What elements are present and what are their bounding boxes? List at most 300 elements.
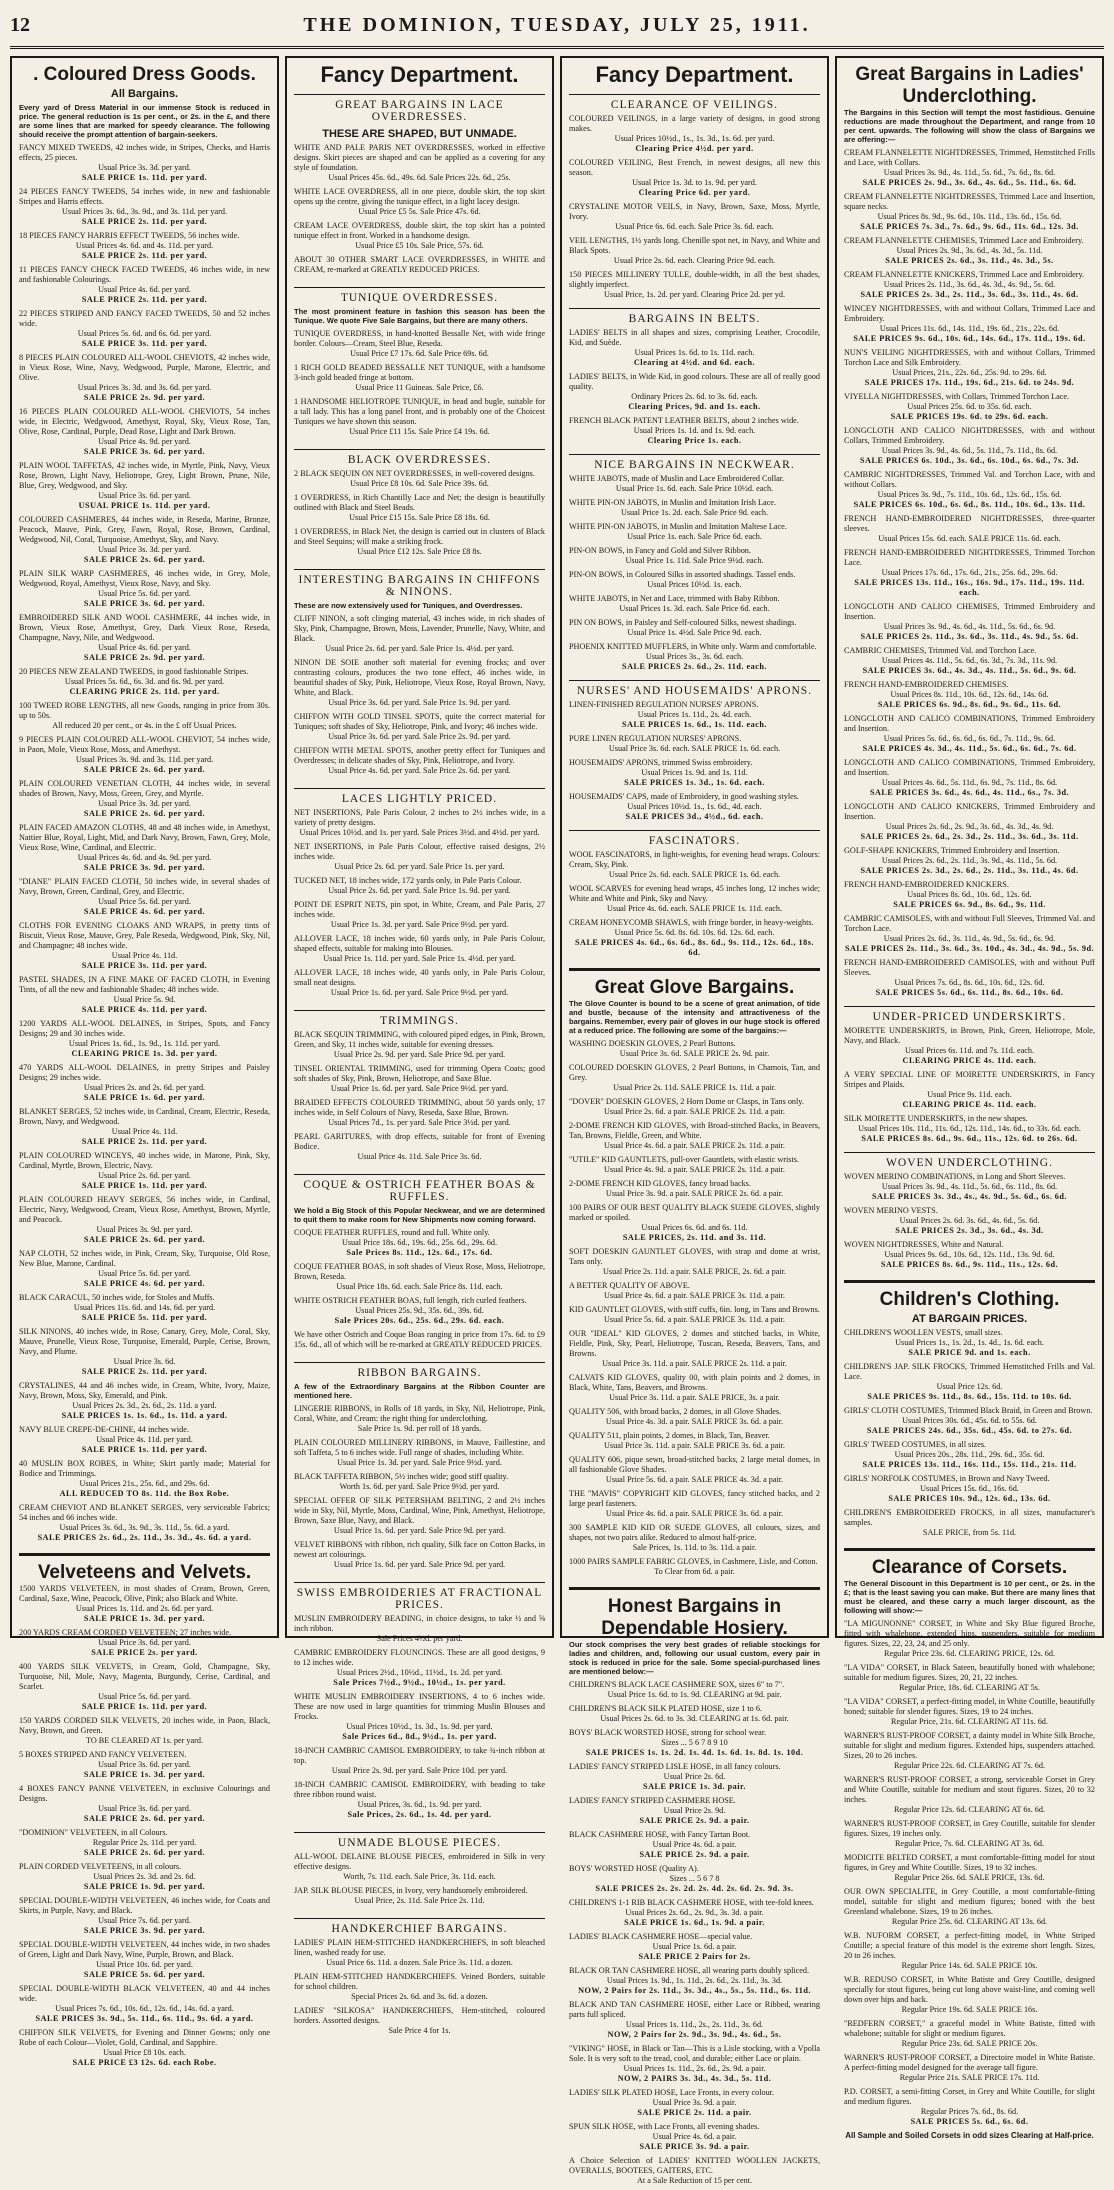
list-item (19, 613, 270, 663)
item-usual-price: Sale Prices, 1s. 11d. to 3s. 11d. a pair. (632, 1543, 757, 1552)
list-item (294, 1972, 545, 2002)
item-description: KID GAUNTLET GLOVES, with stiff cuffs, 6in. long, in Tans and Browns. (569, 1305, 820, 1314)
list-item (569, 1796, 820, 1826)
item-usual-price: Usual Prices 1s. 6d., 1s. 9d., 1s. 11d. per yard. (68, 1039, 221, 1048)
item-sale-price: NOW, 2 PAIRS 3s. 3d., 4s. 3d., 5s. 11d. (617, 2074, 772, 2083)
item-usual-price: Usual Prices 1s. 1d. and 1s. 9d. each. (633, 426, 756, 435)
list-item (844, 1240, 1095, 1270)
item-description: VELVET RIBBONS with ribbon, rich quality, Silk face on Cotton Backs, in newest art colourings. (294, 1540, 545, 1559)
item-description: NAVY BLUE CREPE-DE-CHINE, 44 inches wide. (19, 1425, 189, 1434)
list-item (294, 1132, 545, 1162)
item-description: NAP CLOTH, 52 inches wide, in Pink, Cream, Sky, Turquoise, Old Rose, New Blue, Marone, Cardinal. (19, 1249, 270, 1268)
item-description: 400 YARDS SILK VELVETS, in Cream, Gold, Champagne, Sky, Turquoise, Nil, Mole, Navy, Magenta, Burgundy, Cerise, Cardinal, and Scarlet. (19, 1662, 270, 1691)
list-item (569, 1728, 820, 1758)
item-sale-price: SALE PRICE 2s. 9d. per yard. (83, 393, 206, 402)
black-overdresses-heading: BLACK OVERDRESSES. (294, 449, 545, 466)
list-item (19, 779, 270, 819)
list-item (294, 968, 545, 998)
overdresses-heading: GREAT BARGAINS IN LACE OVERDRESSES. (294, 94, 545, 123)
list-item (294, 1030, 545, 1060)
list-item (294, 255, 545, 275)
item-description: COLOURED VEILING, Best French, in newest designs, all new this season. (569, 158, 820, 177)
item-description: 2-DOME FRENCH KID GLOVES, with Broad-stitched Backs, in Beavers, Tan, Browns, Fieldle, Green, and White. (569, 1121, 820, 1140)
list-item (19, 1628, 270, 1658)
list-item (844, 680, 1095, 710)
item-usual-price: Usual Prices 4s. 6d. and 4s. 11d. per yard. (75, 241, 214, 250)
item-usual-price: Usual Price 4s. 11d. Sale Price 3s. 6d. (357, 1152, 482, 1161)
item-description: WOVEN NIGHTDRESSES, White and Natural. (844, 1240, 1004, 1249)
item-description: PLAIN COLOURED MILLINERY RIBBONS, in Mauve, Faillestine, and soft Taffeta, 5 to 6 inches wide. Full range of shades, including White. (294, 1438, 545, 1457)
item-sale-price: SALE PRICES 2s. 6d., 2s. 11d., 3s. 3d., 4s. 6d. a yard. (37, 1533, 252, 1542)
list-item (569, 1680, 820, 1700)
list-item (19, 1828, 270, 1858)
list-item (569, 546, 820, 566)
item-description: 1 HANDSOME HELIOTROPE TUNIQUE, in bead and bugle, suitable for a tall lady. This has a long panel front, and is probably one of the Choicest Tuniques we have shown this season. (294, 397, 545, 426)
handkerchief-list (294, 1938, 545, 2040)
hosiery-list (569, 1680, 820, 2186)
list-item (19, 735, 270, 775)
list-item (844, 1975, 1095, 2015)
item-sale-price: SALE PRICES 6s. 10d., 6s. 6d., 8s. 11d., 10s. 6d., 13s. 11d. (853, 500, 1086, 509)
item-description: PLAIN HEM-STITCHED HANDKERCHIEFS. Veined Borders, suitable for school children. (294, 1972, 545, 1991)
item-usual-price: Regular Price 25s. 6d. CLEARING AT 13s. 6d. (891, 1917, 1048, 1926)
item-usual-price: Usual Prices 20s., 28s. 11d., 29s. 6d., 35s. 6d. (894, 1450, 1045, 1459)
list-item (294, 493, 545, 523)
item-usual-price: Usual Price 4s. 6d. a pair. (652, 2132, 737, 2141)
dress-goods-title: . Coloured Dress Goods. (33, 64, 256, 85)
item-description: COQUE FEATHER RUFFLES, round and full. White only. (294, 1228, 490, 1237)
item-usual-price: Regular Price, 7s. 6d. CLEARING AT 3s. 6d. (894, 1839, 1045, 1848)
list-item (294, 614, 545, 654)
item-description: We have other Ostrich and Coque Boas ranging in price from 17s. 6d. to £9 15s. 6d., all of which will be re-marked at GREATLY REDUCED PRICES. (294, 1330, 545, 1349)
item-usual-price: Usual Prices 2s. 6d. to 3s. 3d. CLEARING at 1s. 6d. pair. (600, 1714, 789, 1723)
item-usual-price: Regular Price 21s. SALE PRICE 17s. 11d. (899, 2073, 1040, 2082)
item-description: BLACK CARACUL, 50 inches wide, for Stoles and Muffs. (19, 1293, 215, 1302)
item-usual-price: Usual Price 18s. 6d. each. Sale Price 8s. 11d. each. (336, 1282, 503, 1291)
item-description: PLAIN COLOURED HEAVY SERGES, 56 inches wide, in Cardinal, Electric, Navy, Wedgwood, Cream, Vieux Rose, Amethyst, Brown, Myrtle, and Peacock. (19, 1195, 270, 1224)
item-sale-price: SALE PRICE 2s. 11d. per yard. (81, 1137, 208, 1146)
item-description: SPUN SILK HOSE, with Lace Fronts, all evening shades. (569, 2122, 760, 2131)
item-description: 1000 PAIRS SAMPLE FABRIC GLOVES, in Cashmere, Lisle, and Cotton. (569, 1557, 818, 1566)
embroideries-list (294, 1614, 545, 1824)
item-description: CHILDREN'S WOOLLEN VESTS, small sizes. (844, 1328, 1003, 1337)
item-description: 2 BLACK SEQUIN ON NET OVERDRESSES, in well-covered designs. (294, 469, 535, 478)
item-description: WASHING DOESKIN GLOVES, 2 Pearl Buttons. (569, 1039, 736, 1048)
item-description: MOIRETTE UNDERSKIRTS, in Brown, Pink, Green, Heliotrope, Mole, Navy, and Black. (844, 1026, 1095, 1045)
item-description: LADIES' "SILKOSA" HANDKERCHIEFS, Hem-stitched, coloured borders. Assorted designs. (294, 2006, 545, 2025)
item-description: CLIFF NINON, a soft clinging material, 43 inches wide, in rich shades of Sky, Pink, Champagne, Brown, Moss, Lavender, Prunelle, Navy, White, and Black. (294, 614, 545, 643)
item-description: BOYS' BLACK WORSTED HOSE, strong for school wear. (569, 1728, 767, 1737)
item-usual-price: Usual Prices 10½d. 1s., 1s. 6d., 4d. each. (627, 802, 762, 811)
overdresses-list (294, 143, 545, 279)
item-usual-price: Usual Price 1s. each. Sale Price 6d. each. (627, 532, 762, 541)
item-usual-price: Usual Prices 2s. 6d., 2s. 9d., 3s. 6d., 4s. 3d., 4s. 9d. (885, 822, 1054, 831)
list-item (569, 1557, 820, 1577)
list-item (844, 914, 1095, 954)
item-sale-price: SALE PRICE 1s. 11d. per yard. (81, 1181, 208, 1190)
gloves-intro: The Glove Counter is bound to be a scene of great animation, of tide and bustle, because of the intensity and attractiveness of the bargains. Remember, every pair of gloves in our huge stock is offered at a reduced price. The following are some of the bargains:— (569, 999, 820, 1035)
list-item (19, 265, 270, 305)
item-sale-price: SALE PRICE 1s. 3d. per yard. (83, 1770, 206, 1779)
list-item (569, 734, 820, 754)
item-usual-price: Usual Prices 5s. 6d., 6s. 6d., 6s. 6d., 7s. 11d., 9s. 6d. (883, 734, 1056, 743)
item-description: THE "MAVIS" COPYRIGHT KID GLOVES, fancy stitched backs, and 2 large pearl fasteners. (569, 1489, 820, 1508)
list-item (569, 918, 820, 958)
list-item (569, 1281, 820, 1301)
item-usual-price: Sale Prices 4½d. per yard. (376, 1634, 463, 1643)
list-item (569, 1489, 820, 1519)
list-item (569, 700, 820, 730)
item-sale-price: SALE PRICES 2s. 2s. 2d. 2s. 4d. 2s. 6d. 2s. 9d. 3s. (595, 1884, 794, 1893)
item-sale-price: SALE PRICES 9s. 11d., 8s. 6d., 15s. 11d. to 10s. 6d. (867, 1392, 1072, 1401)
list-item (569, 1063, 820, 1093)
item-description: WHITE PIN-ON JABOTS, in Muslin and Imitation Maltese Lace. (569, 522, 787, 531)
item-usual-price: Usual Price 3s. 11d. a pair. SALE PRICE 2s. 11d. a pair. (602, 1359, 787, 1368)
item-usual-price: Special Prices 2s. 6d. and 3s. 6d. a dozen. (351, 1992, 488, 2001)
item-description: CREAM HONEYCOMB SHAWLS, with fringe border, in heavy-weights. (569, 918, 814, 927)
item-sale-price: SALE PRICES 3s. 9d., 5s. 11d., 6s. 11d., 9s. 6d. a yard. (35, 2014, 254, 2023)
list-item (294, 187, 545, 217)
item-usual-price: Regular Price 14s. 6d. SALE PRICE 10s. (901, 1961, 1038, 1970)
aprons-heading: NURSES' AND HOUSEMAIDS' APRONS. (569, 680, 820, 697)
item-usual-price: Usual Prices 3s. 9d., 7s. 11d., 10s. 6d., 12s. 6d., 15s. 6d. (877, 490, 1062, 499)
item-description: 300 SAMPLE KID KID OR SUEDE GLOVES, all colours, sizes, and shapes, not two pairs alike. Reduced to almost half-price. (569, 1523, 820, 1542)
item-usual-price: Usual Price 3s. 6d. each. SALE PRICE 1s. 6d. each. (608, 744, 781, 753)
item-usual-price: Usual Price 3s. 11d. a pair. SALE PRICE 3s. 6d. a pair. (604, 1441, 785, 1450)
item-description: WARNER'S RUST-PROOF CORSET, a dainty model in White Silk Broche, suitable for slight and medium figures. Extended hips, suspenders attached. Sizes, 20 to 26 inches. (844, 1731, 1095, 1760)
item-sale-price: SALE PRICES 13s. 11d., 16s., 16s. 9d., 17s. 11d., 19s. 11d. each. (854, 578, 1085, 597)
item-usual-price: Usual Price 2s. 6d. per yard. (98, 1171, 191, 1180)
list-item (569, 1247, 820, 1277)
belts-list (569, 328, 820, 446)
item-sale-price: Sale Prices 7½d., 9½d., 10½d., 1s. per yard. (333, 1678, 506, 1687)
item-description: 24 PIECES FANCY TWEEDS, 54 inches wide, in new and fashionable Stripes and Harris effects. (19, 187, 270, 206)
list-item (294, 397, 545, 437)
item-description: WINCEY NIGHTDRESSES, with and without Collars, Trimmed Lace and Embroidery. (844, 304, 1095, 323)
list-item (19, 1063, 270, 1103)
list-item (569, 850, 820, 880)
item-description: WARNER'S RUST-PROOF CORSET, in Grey Coutille, suitable for slender figures. Sizes, 19 inches only. (844, 1819, 1095, 1838)
item-sale-price: NOW, 2 Pairs for 2s. 11d., 3s. 3d., 4s., 5s., 5s. 11d., 6s. 11d. (578, 1986, 811, 1995)
item-description: NET INSERTIONS, in Pale Paris Colour, effective raised designs, 2½ inches wide. (294, 842, 545, 861)
item-usual-price: Regular Price 23s. 6d. CLEARING PRICE, 12s. 6d. (883, 1649, 1056, 1658)
item-usual-price: Usual Price 1s. 11d. per yard. Sale Price 1s. 4½d. per yard. (323, 954, 516, 963)
list-item (294, 363, 545, 393)
item-usual-price: Usual Price 2s. 11d. a pair. SALE PRICE, 2s. 6d. a pair. (603, 1267, 786, 1276)
gloves-list (569, 1039, 820, 1577)
item-description: CHILDREN'S BLACK SILK PLATED HOSE, size 1 to 6. (569, 1704, 762, 1713)
list-item (569, 570, 820, 590)
item-description: LONGCLOTH AND CALICO NIGHTDRESSES, with and without Collars, Trimmed Embroidery. (844, 426, 1095, 445)
list-item (569, 618, 820, 638)
chiffons-sub: These are now extensively used for Tuniques, and Overdresses. (294, 601, 523, 610)
list-item (19, 515, 270, 565)
list-item (844, 602, 1095, 642)
item-description: LADIES' FANCY STRIPED CASHMERE HOSE. (569, 1796, 736, 1805)
list-item (844, 1775, 1095, 1815)
item-usual-price: Usual Price £8 10s. each. (103, 2048, 186, 2057)
list-item (19, 187, 270, 227)
item-usual-price: Usual Price 5s. 6d. per yard. (98, 897, 191, 906)
list-item (569, 1762, 820, 1792)
item-sale-price: SALE PRICES 1s. 3d., 1s. 6d. each. (624, 778, 765, 787)
item-description: PEARL GARITURES, with drop effects, suitable for front of Evening Bodice. (294, 1132, 545, 1151)
item-sale-price: SALE PRICE 1s. 3d. pair. (643, 1782, 746, 1791)
item-sale-price: SALE PRICES 13s. 11d., 16s. 11d., 15s. 11d., 21s. 11d. (862, 1460, 1077, 1469)
item-description: "DOVER" DOESKIN GLOVES, 2 Horn Dome or Clasps, in Tans only. (569, 1097, 804, 1106)
list-item (569, 416, 820, 446)
list-item (569, 1121, 820, 1151)
item-description: SPECIAL DOUBLE-WIDTH BLACK VELVETEEN, 40 and 44 inches wide. (19, 1984, 270, 2003)
item-usual-price: Usual Prices 30s. 6d., 45s. 6d. to 55s. 6d. (902, 1416, 1037, 1425)
item-description: GIRLS' TWEED COSTUMES, in all sizes. (844, 1440, 987, 1449)
item-usual-price: Usual Prices 3s. 9d., 4s. 11d., 5s. 6d., 7s. 6d., 8s. 6d. (883, 168, 1056, 177)
item-sale-price: SALE PRICE 3s. 11d. per yard. (81, 961, 208, 970)
item-usual-price: Regular Price 22s. 6d. CLEARING AT 7s. 6d. (893, 1761, 1046, 1770)
item-description: VEIL LENGTHS, 1½ yards long. Chenille spot net, in Navy, and White and Black Spots. (569, 236, 820, 255)
item-sale-price: SALE PRICE 2s. 6d. per yard. (83, 809, 206, 818)
list-item (294, 1330, 545, 1350)
item-description: WHITE JABOTS, made of Muslin and Lace Embroidered Collar. (569, 474, 785, 483)
item-description: WOOL FASCINATORS, in light-weights, for evening head wraps. Colours: Cream, Sky, Pink. (569, 850, 820, 869)
underskirts-heading: UNDER-PRICED UNDERSKIRTS. (844, 1006, 1095, 1023)
item-description: PIN ON BOWS, in Paisley and Self-coloured Silks, newest shadings. (569, 618, 797, 627)
embroideries-heading: SWISS EMBROIDERIES AT FRACTIONAL PRICES. (294, 1582, 545, 1611)
list-item (569, 498, 820, 518)
item-usual-price: Usual Price 1s. 4½d. Sale Price 9d. each. (627, 628, 762, 637)
item-description: SPECIAL DOUBLE-WIDTH VELVETEEN, 44 inches wide, in two shades of Green, Light and Dark Navy, Wine, Purple, Brown, and Black. (19, 1940, 270, 1959)
page-number: 12 (10, 14, 30, 36)
list-item (569, 202, 820, 232)
item-description: LADIES' BELTS, in Wide Kid, in good colours. These are all of really good quality. (569, 372, 820, 391)
item-description: COLOURED CASHMERES, 44 inches wide, in Reseda, Marine, Bronze, Peacock, Mauve, Pink, Grey, Fawn, Royal, Rose, Brown, Cardinal, Wedgwood, Nil, Coral, Turquoise, Amethyst, Sky, and Navy. (19, 515, 270, 544)
list-item (294, 329, 545, 359)
list-item (844, 1508, 1095, 1538)
item-description: "LA VIDA" CORSET, a perfect-fitting model, in White Coutille, beautifully boned; suitable for slender figures. Sizes, 19 to 24 inches. (844, 1697, 1095, 1716)
masthead (10, 6, 1104, 49)
item-description: CHIFFON WITH METAL SPOTS, another pretty effect for Tuniques and Overdresses; in delicate shades of Sky, Pink, Heliotrope, and Ivory. (294, 746, 545, 765)
item-description: CREAM FLANNELETTE NIGHTDRESSES, Trimmed, Hemstitched Frills and Lace, with Collars. (844, 148, 1095, 167)
item-sale-price: SALE PRICE 2s. 6d. per yard. (83, 555, 206, 564)
item-usual-price: Usual Prices 8s. 9d., 9s. 6d., 10s. 11d., 13s. 6d., 15s. 6d. (877, 212, 1062, 221)
item-description: FRENCH HAND-EMBROIDERED KNICKERS. (844, 880, 1009, 889)
item-usual-price: Sizes ... 5 6 7 8 9 10 (661, 1738, 728, 1747)
item-usual-price: Usual Prices 1s. 6d. to 1s. 11d. each. (634, 348, 755, 357)
item-description: 200 YARDS CREAM CORDED VELVETEEN; 27 inches wide. (19, 1628, 232, 1637)
item-sale-price: SALE PRICE 1s. 9d. per yard. (83, 1882, 206, 1891)
list-item (844, 1070, 1095, 1110)
item-usual-price: Usual Prices 7d., 1s. per yard. Sale Price 3½d. per yard. (328, 1118, 511, 1127)
item-usual-price: Usual Price £11 15s. Sale Price £4 19s. 6d. (349, 427, 490, 436)
item-description: ALL-WOOL DELAINE BLOUSE PIECES, embroidered in Silk in very effective designs. (294, 1852, 545, 1871)
list-item (569, 2044, 820, 2084)
item-sale-price: SALE PRICES 19s. 6d. to 29s. 6d. each. (890, 412, 1049, 421)
underskirts-list (844, 1026, 1095, 1144)
underclothing-section (844, 64, 1095, 1274)
item-description: CHILDREN'S BLACK LACE CASHMERE SOX, sizes 6" to 7". (569, 1680, 785, 1689)
item-usual-price: Usual Price 2s. 6d. a pair. SALE PRICE 2s. 11d. a pair. (604, 1107, 785, 1116)
list-item (19, 1195, 270, 1245)
item-usual-price: Regular Price 19s. 6d. SALE PRICE 16s. (901, 2005, 1038, 2014)
item-sale-price: SALE PRICES 3s. 6d., 4s. 6d., 4s. 11d., 6s., 7s. 3d. (869, 788, 1070, 797)
list-item (844, 1114, 1095, 1144)
list-item (294, 1938, 545, 1968)
item-sale-price: SALE PRICES 1s. 1s. 2d. 1s. 4d. 1s. 6d. 1s. 8d. 1s. 10d. (585, 1748, 804, 1757)
list-item (294, 221, 545, 251)
item-description: HOUSEMAIDS' CAPS, made of Embroidery, in good washing styles. (569, 792, 799, 801)
item-usual-price: Usual Price 4s. 9d. a pair. SALE PRICE 2s. 11d. a pair. (604, 1165, 785, 1174)
item-description: NINON DE SOIE another soft material for evening frocks; and over contrasting colours, produces the two tone effect, 46 inches wide, in beautiful shades of Sky, Pink, Heliotrope, Vieux Rose, Royal Brown, Navy, White, and Black. (294, 658, 545, 697)
item-sale-price: SALE PRICES 2s. 3d., 2s. 11d., 3s. 6d., 3s. 11d., 4s. 6d. (860, 290, 1079, 299)
corsets-list (844, 1619, 1095, 2127)
item-usual-price: Usual Prices 2s. and 2s. 6d. per yard. (83, 1083, 206, 1092)
overdresses-sub: THESE ARE SHAPED, BUT UNMADE. (322, 128, 517, 140)
item-description: 11 PIECES FANCY CHECK FACED TWEEDS, 46 inches wide, in new and fashionable Colourings. (19, 265, 270, 284)
item-usual-price: Sale Price 1s. 9d. per roll of 18 yards. (357, 1424, 482, 1433)
list-item (569, 2088, 820, 2118)
list-item (844, 470, 1095, 510)
item-sale-price: SALE PRICE 5s. 11d. per yard. (81, 1313, 208, 1322)
velvets-section (19, 1553, 270, 2072)
list-item (294, 808, 545, 838)
item-description: FANCY MIXED TWEEDS, 42 inches wide, in Stripes, Checks, and Harris effects, 25 pieces. (19, 143, 270, 162)
fancy-dept-2-section (569, 64, 820, 962)
list-item (19, 877, 270, 917)
chiffons-heading: INTERESTING BARGAINS IN CHIFFONS & NINONS. (294, 569, 545, 598)
list-item (294, 1098, 545, 1128)
black-overdresses-list (294, 469, 545, 561)
item-description: CREAM FLANNELETTE CHEMISES, Trimmed Lace and Embroidery. (844, 236, 1084, 245)
item-sale-price: SALE PRICES 4s. 6d., 6s. 6d., 8s. 6d., 9s. 11d., 12s. 6d., 18s. 6d. (575, 938, 814, 957)
item-description: ABOUT 30 OTHER SMART LACE OVERDRESSES, in WHITE and CREAM, re-marked at GREATLY REDUCED PRICES. (294, 255, 545, 274)
item-usual-price: Usual Prices 11s. 6d., 14s. 11d., 19s. 6d., 21s., 22s. 6d. (879, 324, 1060, 333)
item-usual-price: Usual Price 5s. 6d. per yard. (98, 1269, 191, 1278)
item-usual-price: Usual Price 2s. 6d. per yard. Sale Price 1s. per yard. (334, 862, 505, 871)
hosiery-title: Honest Bargains in Dependable Hosiery. (601, 1596, 788, 1639)
item-description: LONGCLOTH AND CALICO COMBINATIONS, Trimmed Embroidery and Insertion. (844, 714, 1095, 733)
gloves-section (569, 968, 820, 1581)
list-item (569, 594, 820, 614)
item-usual-price: Usual Price 1s. 6d. per yard. Sale Price 9d. per yard. (333, 1526, 506, 1535)
item-sale-price: SALE PRICE 4s. 6d. per yard. (83, 907, 206, 916)
item-usual-price: Usual Prices 17s. 6d., 17s. 6d., 21s., 25s. 6d., 29s. 6d. (881, 568, 1058, 577)
list-item (294, 2006, 545, 2036)
item-description: PLAIN SILK WARP CASHMERES, 46 inches wide, in Grey, Mole, Wedgwood, Royal, Amethyst, Vieux Rose, Navy, and Sky. (19, 569, 270, 588)
item-sale-price: SALE PRICE 3s. 6d. per yard. (83, 599, 206, 608)
item-description: ALLOVER LACE, 18 inches wide, 40 yards only, in Pale Paris Colour, small neat designs. (294, 968, 545, 987)
list-item (294, 1496, 545, 1536)
list-item (19, 1019, 270, 1059)
item-description: BLACK SEQUIN TRIMMING, with coloured piped edges, in Pink, Brown, Green, and Sky, 11 inches wide, suitable for evening dresses. (294, 1030, 545, 1049)
item-usual-price: Usual Price 1s. 11d. Sale Price 9½d. each. (625, 556, 764, 565)
item-description: JAP. SILK BLOUSE PIECES, in Ivory, very handsomely embroidered. (294, 1886, 528, 1895)
list-item (19, 353, 270, 403)
item-sale-price: SALE PRICES 6s. 9d., 8s. 6d., 9s. 11d. (893, 900, 1046, 909)
list-item (294, 1540, 545, 1570)
list-item (19, 1151, 270, 1191)
list-item (569, 1179, 820, 1199)
item-usual-price: Usual Prices 1s. 11d. and 2s. 6d. per yard. (75, 1604, 214, 1613)
list-item (19, 1716, 270, 1746)
velvets-title: Velveteens and Velvets. (37, 1562, 252, 1583)
fancy-dept-title-1: Fancy Department. (320, 62, 519, 87)
item-usual-price: Usual Prices 1s. 11d., 2s., 2s. 11d., 3s. 6d. (625, 2020, 764, 2029)
item-description: 16 PIECES PLAIN COLOURED ALL-WOOL CHEVIOTS, 54 inches wide, in Electric, Wedgwood, Amethyst, Royal, Sky, Vieux Rose, Tan, Olive, Rose, Cardinal, Purple, Dead Rose, Light and Dark Brown. (19, 407, 270, 436)
list-item (844, 1172, 1095, 1202)
list-item (569, 1966, 820, 1996)
item-description: 40 MUSLIN BOX ROBES, in White; Skirt partly made; Material for Bodice and Trimmings. (19, 1459, 270, 1478)
item-usual-price: Regular Prices 7s. 6d., 8s. 6d. (920, 2107, 1019, 2116)
item-description: 1200 YARDS ALL-WOOL DELAINES, in Stripes, Spots, and Fancy Designs; 29 and 30 inches wide. (19, 1019, 270, 1038)
item-description: BOYS' WORSTED HOSE (Quality A). (569, 1864, 699, 1873)
item-usual-price: Usual Prices 25s. 9d., 35s. 6d., 39s. 6d. (355, 1306, 484, 1315)
item-usual-price: Usual Prices 6s. 11d. and 7s. 11d. each. (904, 1046, 1034, 1055)
list-item (19, 2028, 270, 2068)
list-item (294, 1852, 545, 1882)
item-description: PLAIN WOOL TAFFETAS, 42 inches wide, in Myrtle, Pink, Navy, Vieux Rose, Brown, Light Navy, Heliotrope, Grey, Light Brown, Prune, Nile, Blue, Grey, Wedgwood, and Sky. (19, 461, 270, 490)
item-usual-price: Usual Price 11 Guineas. Sale Price, £6. (355, 383, 484, 392)
list-item (569, 1431, 820, 1451)
item-description: SOFT DOESKIN GAUNTLET GLOVES, with strap and dome at wrist, Tans only. (569, 1247, 820, 1266)
item-description: 18-INCH CAMBRIC CAMISOL EMBROIDERY, with beading to take three ribbon round waist. (294, 1780, 545, 1799)
item-usual-price: Regular Price, 21s. 6d. CLEARING AT 11s. 6d. (891, 1717, 1048, 1726)
item-description: BLACK OR TAN CASHMERE HOSE, all wearing parts doubly spliced. (569, 1966, 810, 1975)
list-item (844, 1026, 1095, 1066)
item-description: 150 YARDS CORDED SILK VELVETS, 20 inches wide, in Paon, Black, Navy, Brown, and Green. (19, 1716, 270, 1735)
item-description: TUCKED NET, 18 inches wide, 172 yards only, in Pale Paris Colour. (294, 876, 522, 885)
item-usual-price: Usual Prices 25s. 6d. to 35s. 6d. each. (907, 402, 1032, 411)
list-item (569, 474, 820, 494)
list-item (569, 1523, 820, 1553)
item-sale-price: SALE PRICE 1s. 11d. per yard. (81, 1445, 208, 1454)
newspaper-title: THE DOMINION, TUESDAY, JULY 25, 1911. (303, 14, 811, 36)
item-usual-price: Usual Price 2s. 9d. per yard. Sale Price 10d. per yard. (331, 1766, 508, 1775)
item-usual-price: Usual Prices 2½d., 10½d., 11½d., 1s. 2d. per yard. (336, 1668, 503, 1677)
item-usual-price: Usual Prices 15s. 6d., 16s. 6d. (920, 1484, 1019, 1493)
item-usual-price: Usual Prices 10s. 11d., 11s. 6d., 12s. 11d., 14s. 6d., to 33s. 6d. each. (858, 1124, 1081, 1133)
list-item (294, 1746, 545, 1776)
list-item (569, 1039, 820, 1059)
item-usual-price: Usual Price 1s. 3d. per yard. Sale Price 9½d. yard. (337, 1458, 502, 1467)
item-usual-price: Usual Price 1s. 2d. each. Sale Price 9d. each. (620, 508, 769, 517)
list-item (844, 1853, 1095, 1883)
list-item (294, 1296, 545, 1326)
list-item (844, 1619, 1095, 1659)
item-usual-price: Usual Price 4s. 11d. per yard. (96, 1435, 193, 1444)
list-item (844, 758, 1095, 798)
list-item (294, 876, 545, 896)
item-usual-price: Usual Price, 2s. 11d. Sale Price 2s. 11d. (354, 1896, 485, 1905)
list-item (19, 1784, 270, 1824)
corsets-intro: The General Discount in this Department is 10 per cent., or 2s. in the £; that is the least saving you can make. But there are many lines that must be cleared, and these carry a much larger discount, as the following will show:— (844, 1579, 1095, 1615)
item-usual-price: Usual Price 3s. 3d. per yard. (98, 545, 191, 554)
item-usual-price: Usual Price 3s. 6d. per yard. Sale Price 1s. 9d. per yard. (328, 698, 511, 707)
item-description: ALLOVER LACE, 18 inches wide, 60 yards only, in Pale Paris Colour, shaped effects, suitable for making into Blouses. (294, 934, 545, 953)
item-usual-price: Usual Prices 3s. 6d., 3s. 9d., 3s. 11d., 5s. 6d. a yard. (59, 1523, 230, 1532)
list-item (19, 921, 270, 971)
item-sale-price: SALE PRICE 4s. 6d. per yard. (83, 1279, 206, 1288)
list-item (844, 1474, 1095, 1504)
item-usual-price: Usual Price 3s. 9d. a pair. SALE PRICE 2s. 6d. a pair. (605, 1189, 784, 1198)
list-item (19, 1862, 270, 1892)
item-sale-price: SALE PRICE 2s. 9d. per yard. (83, 653, 206, 662)
item-usual-price: Usual Prices 3s. 9d., 4s. 6d., 4s. 11d., 5s. 6d., 6s. 9d. (883, 622, 1056, 631)
item-usual-price: Usual Prices 10½d., 1s. 3d., 1s. 9d. per yard. (346, 1722, 493, 1731)
item-sale-price: SALE PRICES 8s. 6d., 9s. 11d., 11s., 12s. 6d. (880, 1260, 1059, 1269)
list-item (569, 1203, 820, 1243)
item-description: CHILDREN'S JAP. SILK FROCKS, Trimmed Hemstitched Frills and Val. Lace. (844, 1362, 1095, 1381)
item-description: QUALITY 506, with broad backs, 2 domes, in all Glove Shades. (569, 1407, 782, 1416)
